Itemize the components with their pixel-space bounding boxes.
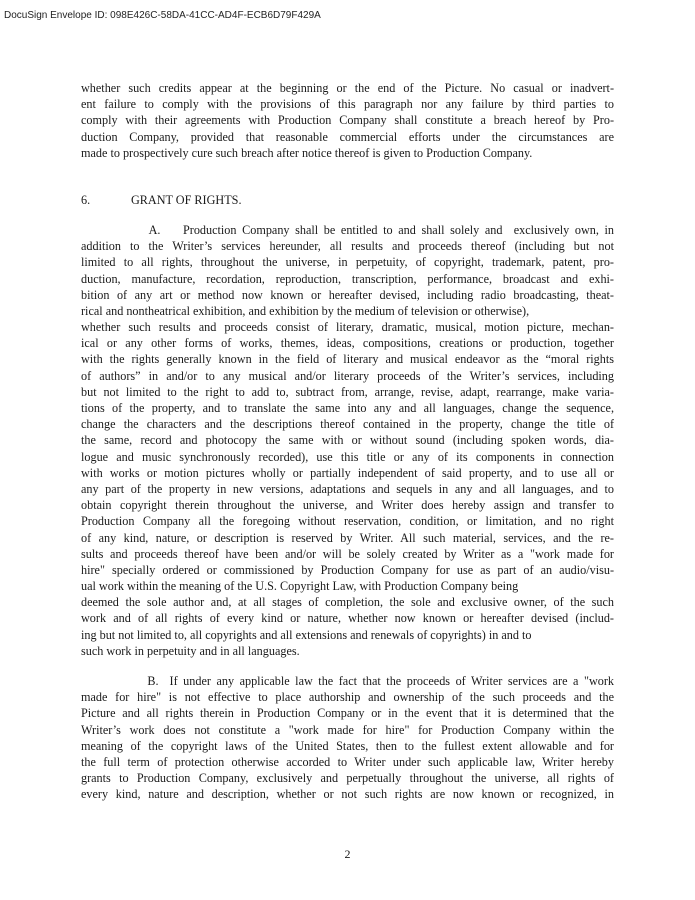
text-line: every kind, nature and description, whether or not such rights are now known or recognized, in bbox=[81, 787, 614, 802]
text-line: A. Production Company shall be entitled to and shall solely and exclusively own, in bbox=[81, 222, 614, 237]
text-line: tions of the property, and to translate the same into any and all languages, change the sequence, bbox=[81, 401, 614, 416]
text-line: B. If under any applicable law the fact that the proceeds of Writer services are a "work bbox=[81, 674, 614, 689]
paragraph-intro bbox=[81, 80, 614, 161]
text-line: meaning of the copyright laws of the United States, then to the fullest extent allowable and for bbox=[81, 738, 614, 753]
text-line: such work in perpetuity and in all languages. bbox=[81, 643, 300, 658]
text-line: limited to all rights, throughout the universe, in perpetuity, of copyright, trademark, patent, pro- bbox=[81, 255, 614, 270]
text-line: ical or any other forms of works, themes, ideas, compositions, creations or production, together bbox=[81, 336, 614, 351]
text-line: the same, record and photocopy the same with or without sound (including spoken words, dia- bbox=[81, 433, 614, 448]
text-line: bition of any art or method now known or hereafter devised, including radio broadcasting, theat- bbox=[81, 287, 614, 302]
text-line: Picture and all rights therein in Production Company or in the event that it is determined that the bbox=[81, 706, 614, 721]
text-line: rical and nontheatrical exhibition, and exhibition by the medium of television or otherwise), bbox=[81, 303, 530, 318]
text-line: of any kind, nature, or description is reserved by Writer. All such material, services, and the re- bbox=[81, 530, 614, 545]
text-line: Writer’s work does not constitute a "work made for hire" for Production Company within the bbox=[81, 722, 614, 737]
text-line: ent failure to comply with the provisions of this paragraph nor any failure by third parties to bbox=[81, 97, 614, 112]
document-body bbox=[81, 80, 614, 803]
section-title: GRANT OF RIGHTS. bbox=[131, 192, 242, 207]
text-line: obtain copyright therein throughout the universe, and Writer does hereby assign and transfer to bbox=[81, 498, 614, 513]
text-line: whether such results and proceeds consist of literary, dramatic, musical, motion picture, mechan- bbox=[81, 320, 614, 335]
paragraph-a bbox=[81, 222, 614, 659]
text-line: duction Company, provided that reasonable commercial efforts under the circumstances are bbox=[81, 129, 614, 144]
section-number: 6. bbox=[81, 192, 91, 207]
text-line: whether such credits appear at the beginning or the end of the Picture. No casual or inadvert- bbox=[81, 81, 614, 95]
text-line: with works or motion pictures wholly or partially independent of said property, and to use all or bbox=[81, 465, 614, 480]
text-line: duction, manufacture, recordation, reproduction, transcription, performance, broadcast and exhi- bbox=[81, 271, 614, 286]
text-line: addition to the Writer’s services hereunder, all results and proceeds thereof (including but not bbox=[81, 239, 614, 254]
text-line: of authors” in and/or to any musical and/or literary proceeds of the Writer’s services, including bbox=[81, 368, 614, 383]
text-line: Production Company all the foregoing without reservation, condition, or limitation, and no right bbox=[81, 514, 614, 529]
text-line: comply with their agreements with Production Company shall constitute a breach hereof by Pro- bbox=[81, 113, 614, 128]
text-line: deemed the sole author and, at all stages of completion, the sole and exclusive owner, of the such bbox=[81, 595, 614, 610]
text-line: change the characters and the descriptions thereof contained in the property, change the title of bbox=[81, 417, 614, 432]
text-line: ing but not limited to, all copyrights and all extensions and renewals of copyrights) in and to bbox=[81, 627, 532, 642]
docusign-envelope-id: DocuSign Envelope ID: 098E426C-58DA-41CC-AD4F-ECB6D79F429A bbox=[4, 10, 321, 21]
text-line: sults and proceeds thereof have been and/or will be solely created by Writer as a "work made for bbox=[81, 546, 614, 561]
paragraph-b bbox=[81, 673, 614, 803]
text-line: with the rights generally known in the field of literary and musical endeavor as the “moral rights bbox=[81, 352, 614, 367]
text-line: grants to Production Company, exclusively and perpetually throughout the universe, all rights of bbox=[81, 771, 614, 786]
section-heading bbox=[81, 191, 614, 209]
page-number: 2 bbox=[344, 847, 351, 861]
text-line: made for hire" is not effective to place authorship and ownership of the such proceeds and the bbox=[81, 690, 614, 705]
text-line: logue and music synchronously recorded), use this title or any of its components in connection bbox=[81, 449, 614, 464]
text-line: the full term of protection otherwise accorded to Writer under such applicable law, Writer hereby bbox=[81, 755, 614, 770]
text-line: ual work within the meaning of the U.S. Copyright Law, with Production Company being bbox=[81, 579, 519, 594]
text-line: work and of all rights of every kind or nature, whether now known or hereafter devised (includ- bbox=[81, 611, 614, 626]
text-line: but not limited to the right to add to, subtract from, arrange, revise, adapt, rearrange, make varia- bbox=[81, 384, 614, 399]
text-line: hire" specially ordered or commissioned by Production Company for use as part of an audio/visu- bbox=[81, 562, 614, 577]
text-line: any part of the property in new versions, adaptations and sequels in any and all languages, and to bbox=[81, 481, 614, 496]
text-line: made to prospectively cure such breach after notice thereof is given to Production Company. bbox=[81, 145, 533, 160]
